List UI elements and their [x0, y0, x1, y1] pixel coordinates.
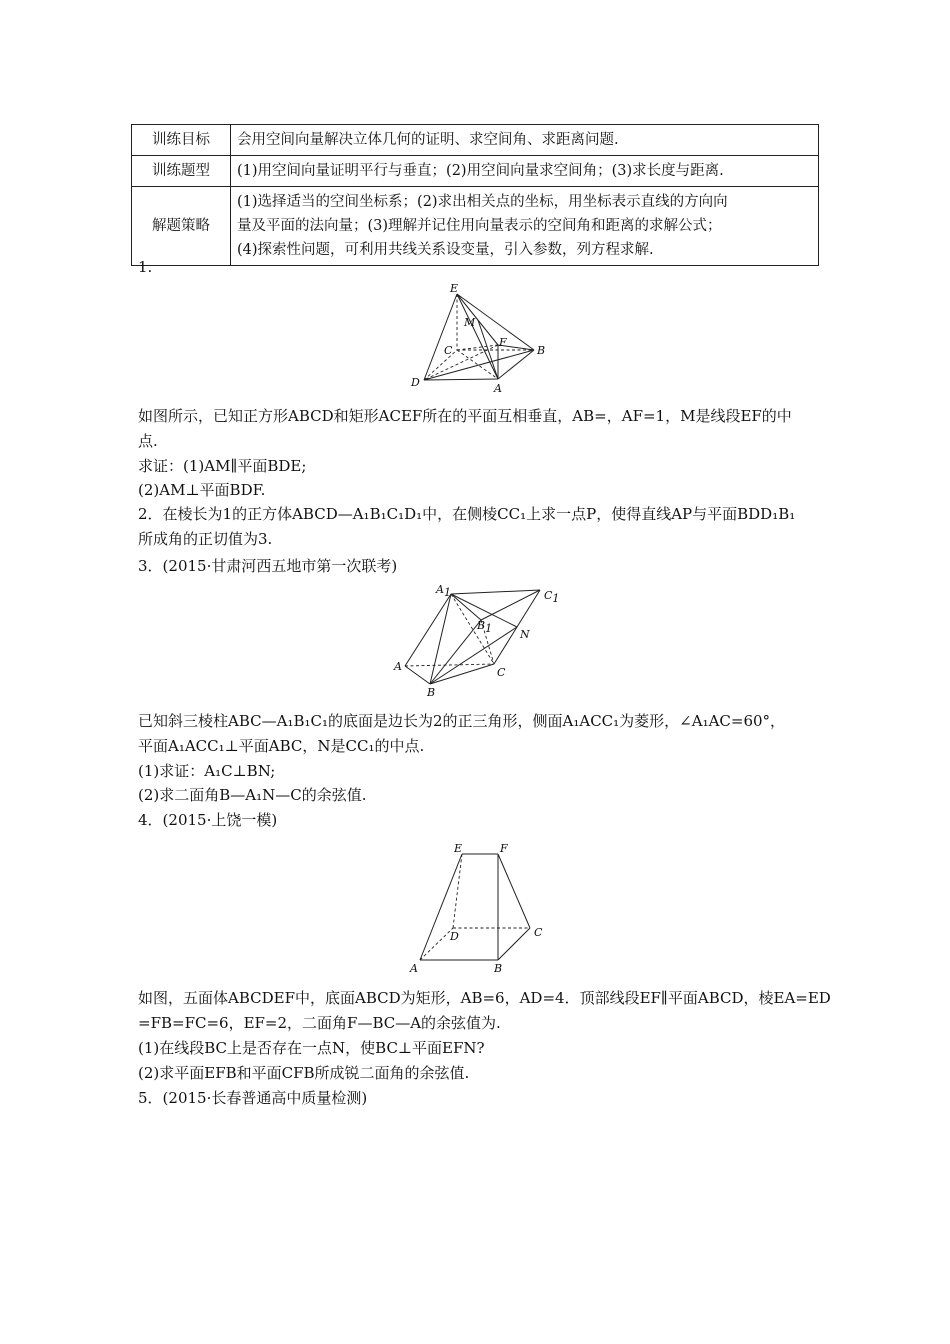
training-info-table — [131, 124, 819, 266]
label-E: E — [454, 842, 463, 855]
label-D: D — [450, 930, 459, 943]
label-A: A — [410, 962, 418, 975]
label-A: A — [494, 382, 502, 395]
row-text-goal: 会用空间向量解决立体几何的证明、求空间角、求距离问题. — [231, 125, 819, 156]
strategy-line-3: (4)探索性问题，可利用共线关系设变量，引入参数，列方程求解. — [237, 242, 654, 258]
problem-5-header: 5．(2015·长春普通高中质量检测) — [138, 1089, 368, 1107]
problem-4-text-2: =FB=FC=6，EF=2，二面角F—BC—A的余弦值为. — [138, 1014, 501, 1032]
table-row — [132, 187, 819, 266]
table-row — [132, 156, 819, 187]
label-B: B — [537, 344, 546, 357]
problem-3-text-1: 已知斜三棱柱ABC—A₁B₁C₁的底面是边长为2的正三角形，侧面A₁ACC₁为菱形，∠A₁AC=60°， — [138, 712, 786, 730]
row-header-strategy: 解题策略 — [132, 187, 231, 266]
label-N: N — [520, 628, 530, 641]
label-B: B — [427, 686, 436, 699]
row-text-strategy — [231, 187, 819, 266]
problem-4-text-1: 如图，五面体ABCDEF中，底面ABCD为矩形，AB=6，AD=4．顶部线段EF∥平面ABCD，棱EA=ED — [138, 989, 831, 1007]
problem-1-text-4: (2)AM⊥平面BDF. — [138, 481, 266, 499]
problem-3-text-4: (2)求二面角B—A₁N—C的余弦值. — [138, 786, 367, 804]
problem-4-text-4: (2)求平面EFB和平面CFB所成锐二面角的余弦值. — [138, 1064, 470, 1082]
label-C: C — [497, 666, 506, 679]
label-E: E — [450, 282, 459, 295]
label-B: B — [494, 962, 503, 975]
label-A1: A1 — [436, 583, 451, 599]
problem-4-text-3: (1)在线段BC上是否存在一点N，使BC⊥平面EFN? — [138, 1039, 485, 1057]
label-D: D — [411, 376, 420, 389]
figure-4-pentahedron — [400, 840, 560, 975]
label-A: A — [394, 660, 402, 673]
figure-1-pyramid — [400, 282, 550, 397]
problem-2-text-2: 所成角的正切值为3. — [138, 530, 273, 548]
problem-2-text-1: 2．在棱长为1的正方体ABCD—A₁B₁C₁D₁中，在侧棱CC₁上求一点P，使得直线AP与平面BDD₁B₁ — [138, 505, 796, 523]
label-F: F — [499, 336, 507, 349]
label-F: F — [500, 842, 508, 855]
problem-1-text-2: 点. — [138, 432, 158, 450]
label-C1: C1 — [544, 589, 560, 605]
problem-1-text-3: 求证：(1)AM∥平面BDE; — [138, 457, 307, 475]
strategy-line-2: 量及平面的法向量；(3)理解并记住用向量表示的空间角和距离的求解公式； — [237, 218, 722, 234]
label-C: C — [444, 344, 453, 357]
problem-1-number: 1. — [138, 258, 153, 276]
figure-3-prism — [390, 582, 570, 700]
problem-3-text-2: 平面A₁ACC₁⊥平面ABC，N是CC₁的中点. — [138, 737, 425, 755]
problem-3-header: 3．(2015·甘肃河西五地市第一次联考) — [138, 557, 398, 575]
label-M: M — [464, 316, 476, 329]
strategy-line-1: (1)选择适当的空间坐标系；(2)求出相关点的坐标，用坐标表示直线的方向向 — [237, 194, 728, 210]
row-header-goal: 训练目标 — [132, 125, 231, 156]
problem-3-text-3: (1)求证：A₁C⊥BN; — [138, 762, 276, 780]
row-header-type: 训练题型 — [132, 156, 231, 187]
row-text-type: (1)用空间向量证明平行与垂直；(2)用空间向量求空间角；(3)求长度与距离. — [231, 156, 819, 187]
label-C: C — [534, 926, 543, 939]
table-row — [132, 125, 819, 156]
problem-1-text-1: 如图所示，已知正方形ABCD和矩形ACEF所在的平面互相垂直，AB=，AF=1，M是线段EF的中 — [138, 407, 792, 425]
problem-4-header: 4．(2015·上饶一模) — [138, 811, 278, 829]
label-B1: B1 — [477, 619, 493, 635]
